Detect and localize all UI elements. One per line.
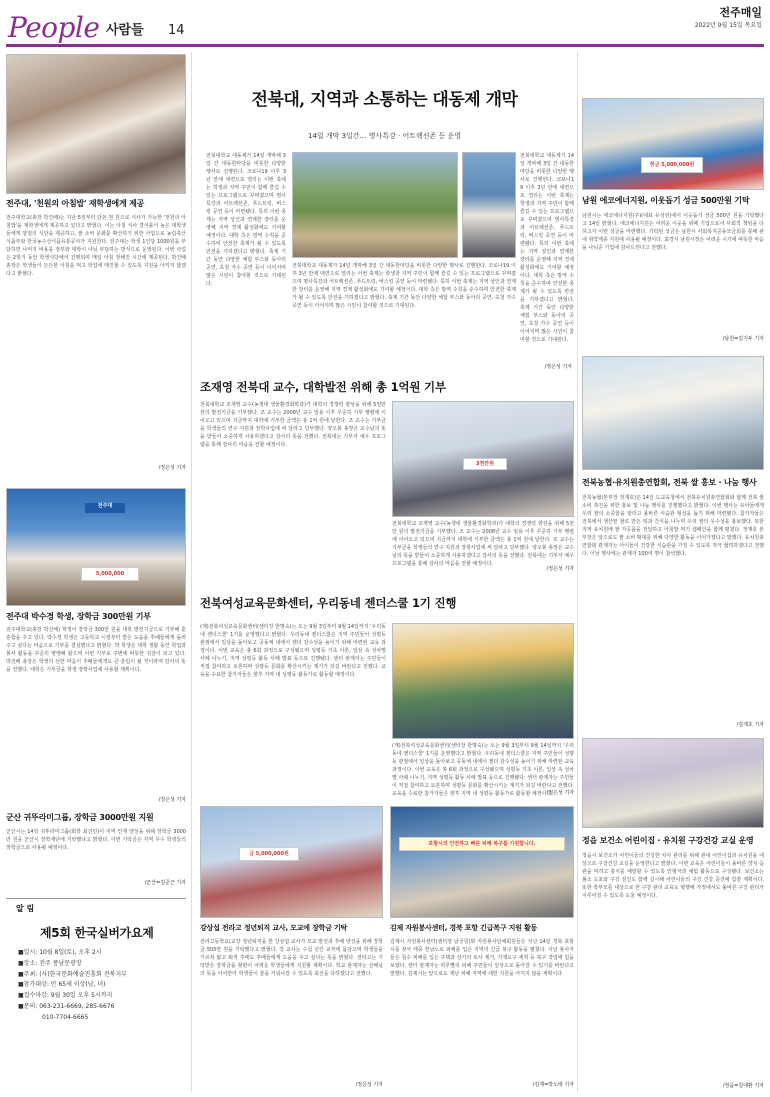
notice-item: ■참가대상: 만 65세 이상(남, 녀)	[18, 981, 106, 989]
notice-item: ■주최: (사)한국문화예술진흥회 전북지부	[18, 970, 127, 978]
kunsan-byline: /군산=김준근 기자	[144, 880, 186, 886]
gangsang-headline: 강상섭 전라고 정년퇴직 교사, 모교에 장학금 기탁	[200, 924, 348, 932]
notice-label: 알 림	[16, 904, 35, 913]
newspaper-name: 전주매일	[719, 6, 762, 19]
nh-headline: 전북농협·유치원총연합회, 전북 쌀 홍보 · 나눔 행사	[582, 478, 757, 487]
column-divider	[191, 52, 192, 1092]
park-photo	[6, 488, 186, 606]
nh-body: 전북농협(본부장 정재호)은 14일 도교육청에서 전북유치원총연합회와 함께 전북 쌀 소비 촉진을 위한 홍보 및 나눔 행사를 진행했다고 밝혔다. 이번 행사는 유아들에게 우리 쌀의 소중함을 알리고 올바른 식습관 형성을 돕기 위해 마련됐다. 참가자들은 전북에서 생산된 쌀로 만든 떡과 간식을 나누며 우리 쌀의 우수성을 홍보했다. 또한 지역 유치원에 쌀 가공품을 전달하고 아침밥 먹기 캠페인을 함께 펼쳤다. 정재호 본부장은 앞으로도 쌀 소비 확대를 위해 다양한 활동을 이어가겠다고 말했다. 유치원총연합회 관계자는 아이들이 건강한 식습관을 가질 수 있도록 적극 협력하겠다고 전했다. 이날 행사에는 관계자 100여 명이 참석했다.	[582, 495, 764, 557]
kimje-photo	[390, 806, 574, 918]
meal-byline: /정은성 기자	[158, 465, 186, 471]
namwon-check-text: 현금 5,000,000원	[641, 157, 703, 173]
gender-body-left: (재)전북여성교육문화센터(센터장 한명숙)는 오는 9월 3일부터 9월 14일까지 '우리동네 젠더스쿨' 1기를 운영했다고 밝혔다. 우리동네 젠더스쿨은 지역 주민들이 성평등 관점에서 일상을 돌아보고 공동체 내에서 젠더 감수성을 높이기 위해 마련된 교육 과정이다. 이번 교육은 총 6회 과정으로 구성됐으며 성평등 기초 이론, 일상 속 성차별 사례 나누기, 지역 성평등 활동 사례 발표 등으로 진행됐다. 센터 관계자는 주민들이 직접 참여하고 토론하며 성평등 문화를 확산시키는 계기가 되길 바란다고 전했다. 교육을 수료한 참가자들은 향후 지역 내 성평등 활동가로 활동할 예정이다.	[200, 624, 386, 678]
meal-body: 전주대학교(총장 박진배)는 지난 5일부터 단돈 천 원으로 식사가 가능한 '천원의 아침밥'을 재학생에게 제공하고 있다고 밝혔다. 이는 아침 식사 결식률이 높은 대학생들에게 양질의 식단을 제공하고, 쌀 소비 문화를 확산하기 위한 사업으로 농림축산식품부와 한국농수산식품유통공사가 지원한다. 전주대는 학생 1인당 1000원을 부담하면 나머지 비용을 정부와 대학이 나눠 부담하는 방식으로 운영된다. 이번 사업은 2학기 동안 학생식당에서 진행되며 매일 아침 정해진 시간에 제공된다. 박진배 총장은 학생들이 든든한 아침을 먹고 학업에 매진할 수 있도록 지원을 아끼지 않겠다고 밝혔다.	[6, 215, 186, 277]
jo-body-left: 전북대학교 조재영 교수(농생대 생물환경화학과)가 대학의 경쟁력 향상을 위해 5천만 원의 발전기금을 기부했다. 조 교수는 2008년 교수 임용 이후 꾸준히 기부 행렬에 이어오고 있으며 지금까지 대학에 기부한 금액은 총 1억 원에 달한다. 조 교수는 기부금을 학생들의 연구 지원과 장학사업에 써 달라고 당부했다. 양오봉 총장은 교수님의 뜻을 받들어 소중하게 사용하겠다고 감사의 뜻을 전했다. 전북대는 기부자 예우 프로그램을 통해 감사의 마음을 전할 예정이다.	[200, 402, 386, 448]
kimje-byline: /김제=박노태 기자	[532, 1082, 574, 1088]
kimje-headline: 김제 자원봉사센터, 경북 포항 긴급복구 지원 활동	[390, 924, 538, 932]
kunsan-headline: 군산 귀뚜라미그룹, 장학금 3000만원 지원	[6, 813, 154, 822]
gender-body-right: (재)전북여성교육문화센터(센터장 한명숙)는 오는 9월 3일부터 9월 14일까지 '우리동네 젠더스쿨' 1기를 운영했다고 밝혔다. 우리동네 젠더스쿨은 지역 주민들이 성평등 관점에서 일상을 돌아보고 공동체 내에서 젠더 감수성을 높이기 위해 마련된 교육 과정이다. 이번 교육은 총 6회 과정으로 구성됐으며 성평등 기초 이론, 일상 속 성차별 사례 나누기, 지역 성평등 활동 사례 발표 등으로 진행됐다. 센터 관계자는 주민들이 직접 참여하고 토론하며 성평등 문화를 확산시키는 계기가 되길 바란다고 전했다. 교육을 수료한 참가자들은 향후 지역 내 성평등 활동가로 활동할 예정이다.	[392, 743, 574, 797]
jo-body-right: 전북대학교 조재영 교수(농생대 생물환경화학과)가 대학의 경쟁력 향상을 위해 5천만 원의 발전기금을 기부했다. 조 교수는 2008년 교수 임용 이후 꾸준히 기부 행렬에 이어오고 있으며 지금까지 대학에 기부한 금액은 총 1억 원에 달한다. 조 교수는 기부금을 학생들의 연구 지원과 장학사업에 써 달라고 당부했다. 양오봉 총장은 교수님의 뜻을 받들어 소중하게 사용하겠다고 감사의 뜻을 전했다. 전북대는 기부자 예우 프로그램을 통해 감사의 마음을 전할 예정이다.	[392, 521, 574, 567]
jo-photo	[392, 401, 574, 517]
jeongeup-body: 정읍시 보건소가 어린이들의 건강한 치아 관리를 위해 관내 어린이집과 유치원을 대상으로 구강건강 교실을 운영한다고 밝혔다. 이번 교육은 어린이들이 올바른 양치 습관을 익히고 충치를 예방할 수 있도록 인형극과 체험 활동으로 구성됐다. 보건소는 불소 도포와 구강 검진도 함께 실시해 어린이들의 구강 건강 증진에 힘쓸 계획이다. 또한 학부모를 대상으로 한 구강 관리 교육도 병행해 가정에서도 올바른 구강 관리가 이루어질 수 있도록 도울 예정이다.	[582, 853, 764, 899]
namwon-headline: 남원 에코에너지원, 이웃돕기 성금 500만원 기탁	[582, 196, 750, 205]
notice-title: 제5회 한국실버가요제	[40, 926, 154, 940]
park-headline: 전주대 박수경 학생, 장학금 300만원 기부	[6, 612, 151, 621]
main-headline: 전북대, 지역과 소통하는 대동제 개막	[251, 90, 518, 110]
header-rule	[6, 44, 764, 47]
page-number: 14	[168, 23, 185, 38]
jo-byline: /정은성 기자	[546, 566, 574, 572]
main-photo-2	[462, 152, 516, 258]
kimje-body: 김제시 자원봉사센터(센터장 남궁원)와 자원봉사단체회원들은 지난 14일 경북 포항시를 찾아 태풍 힌남노로 피해를 입은 지역의 긴급 복구 활동을 펼쳤다. 이날 봉사자들은 침수 피해를 입은 주택과 상가의 토사 제거, 가재도구 세척 등 복구 작업에 힘을 보탰다. 센터 관계자는 하루빨리 피해 주민들이 일상으로 돌아갈 수 있기를 바란다고 말했다. 김제시는 앞으로도 재난 피해 지역에 대한 지원을 아끼지 않을 계획이다.	[390, 939, 574, 977]
meal-photo	[6, 54, 186, 194]
park-banner-text: 전주대	[85, 503, 125, 513]
notice-item: ■장소: 전주 풍남문광장	[18, 959, 82, 967]
notice-item: ■일시: 10월 8일(토), 오후 2시	[18, 949, 102, 956]
namwon-byline: /남원=김기두 기자	[722, 336, 764, 342]
kunsan-body: 군산시는 14일 귀뚜라미그룹(회장 최진민)이 지역 인재 양성을 위해 장학금 3000만 원을 군산시 장학재단에 기탁했다고 밝혔다. 이번 기탁금은 지역 우수 학생들의 장학금으로 사용될 예정이다.	[6, 829, 186, 851]
notice-item: 010-7704-6665	[42, 1013, 89, 1021]
gender-photo	[392, 623, 574, 739]
main-body-col2: 전북대학교 대동제가 14일 개막해 3일 간 대동한마당을 비롯한 다양한 행사로 진행된다. 코로나19 이후 3년 만에 대면으로 열리는 이번 축제는 학생과 지역 주민이 함께 즐길 수 있는 프로그램으로 꾸며졌으며 명사특강과 어트랙션존, 푸드트럭, 버스킹 공연 등이 마련됐다. 특히 이번 축제는 지역 상인과 연계한 장터를 운영해 지역 경제 활성화에도 기여할 예정이다. 대학 측은 방역 수칙을 준수하며 안전한 축제가 될 수 있도록 만전을 기하겠다고 밝혔다. 축제 기간 동안 다양한 체험 부스와 동아리 공연, 초청 가수 공연 등이 이어지며 많은 시민이 참여할 것으로 기대된다.	[292, 263, 516, 309]
gangsang-check-text: 금 5,000,000원	[239, 847, 299, 861]
jo-headline: 조재영 전북대 교수, 대학발전 위해 총 1억원 기부	[200, 380, 446, 394]
gender-headline: 전북여성교육문화센터, 우리동네 젠더스쿨 1기 진행	[200, 596, 457, 610]
notice-item: ■문의: 063-231-6669, 285-6676	[18, 1002, 115, 1010]
gangsang-body: 전라고등학교(교장 정년퇴직을 한 강상섭 교사가 모교 발전과 후배 양성을 위해 장학금 500만 원을 기탁했다고 밝혔다. 강 교사는 수십 년간 교직에 몸담으며 학생들을 가르쳐 왔고 퇴직 후에도 후배들에게 도움을 주고 싶다는 뜻을 밝혔다. 전라고는 기탁받은 장학금을 형편이 어려운 학생들에게 지원할 계획이다. 학교 관계자는 선배님의 뜻을 이어받아 학생들이 꿈을 키워나갈 수 있도록 최선을 다하겠다고 전했다.	[200, 939, 383, 977]
jeongeup-byline: /정읍=김대환 기자	[722, 1083, 764, 1089]
main-photo-1	[292, 152, 458, 258]
nh-byline: /김재호 기자	[736, 722, 764, 728]
main-body-col3: 전북대학교 대동제가 14일 개막해 3일 간 대동한마당을 비롯한 다양한 행사로 진행된다. 코로나19 이후 3년 만에 대면으로 열리는 이번 축제는 학생과 지역 주민이 함께 즐길 수 있는 프로그램으로 꾸며졌으며 명사특강과 어트랙션존, 푸드트럭, 버스킹 공연 등이 마련됐다. 특히 이번 축제는 지역 상인과 연계한 장터를 운영해 지역 경제 활성화에도 기여할 예정이다. 대학 측은 방역 수칙을 준수하며 안전한 축제가 될 수 있도록 만전을 기하겠다고 밝혔다. 축제 기간 동안 다양한 체험 부스와 동아리 공연, 초청 가수 공연 등이 이어지며 많은 시민이 참여할 것으로 기대된다.	[520, 153, 574, 343]
page-header	[8, 6, 328, 44]
notice-rule	[6, 898, 186, 899]
park-body: 전주대학교(총장 박진배) 학생이 장학금 300만 원을 대학 발전기금으로 기부해 훈훈함을 주고 있다. 박수경 학생은 고등학교 시절부터 받은 도움을 후배들에게 돌려주고 싶다는 마음으로 기부를 결심했다고 밝혔다. 박 학생은 대학 생활 동안 학업과 봉사 활동을 꾸준히 병행해 왔으며 이번 기부로 주변에 따뜻한 귀감이 되고 있다. 박진배 총장은 학생의 선한 마음이 후배들에게도 큰 울림이 될 것이라며 감사의 뜻을 전했다. 대학은 기부금을 학생 장학사업에 사용할 계획이다.	[6, 627, 186, 673]
jeongeup-headline: 정읍 보건소 어린이집 · 유치원 구강건강 교실 운영	[582, 836, 754, 845]
jo-check-text: 3천만원	[463, 458, 507, 470]
gender-byline: /정은성 기자	[546, 790, 574, 796]
park-byline: /정은성 기자	[158, 797, 186, 803]
gangsang-photo	[200, 806, 383, 918]
namwon-photo	[582, 98, 764, 190]
section-name: 사람들	[106, 23, 144, 38]
nh-photo	[582, 356, 764, 470]
column-divider	[577, 52, 578, 1092]
issue-date: 2022년 9월 15일 목요일	[694, 22, 762, 29]
kimje-banner-text: 포항시의 안전하고 빠른 피해 복구를 기원합니다.	[399, 837, 565, 851]
gangsang-byline: /정은성 기자	[355, 1082, 383, 1088]
jeongeup-photo	[582, 738, 764, 828]
main-deck: 14일 개막 3일간… 명사특강 · 어트랙션존 등 운영	[307, 132, 462, 140]
section-logo: People	[8, 11, 100, 44]
notice-list	[18, 948, 188, 1088]
meal-headline: 전주대, '천원의 아침밥' 재학생에게 제공	[6, 199, 145, 208]
main-body-col1: 전북대학교 대동제가 14일 개막해 3일 간 대동한마당을 비롯한 다양한 행사로 진행된다. 코로나19 이후 3년 만에 대면으로 열리는 이번 축제는 학생과 지역 주민이 함께 즐길 수 있는 프로그램으로 꾸며졌으며 명사특강과 어트랙션존, 푸드트럭, 버스킹 공연 등이 마련됐다. 특히 이번 축제는 지역 상인과 연계한 장터를 운영해 지역 경제 활성화에도 기여할 예정이다. 대학 측은 방역 수칙을 준수하며 안전한 축제가 될 수 있도록 만전을 기하겠다고 밝혔다. 축제 기간 동안 다양한 체험 부스와 동아리 공연, 초청 가수 공연 등이 이어지며 많은 시민이 참여할 것으로 기대된다.	[206, 153, 286, 287]
park-check-text: 5,000,000	[81, 567, 139, 581]
namwon-body: 남원시는 에코에너지원(주)(대표 유성민)에서 이웃돕기 성금 500만 원을 기탁했다고 14일 밝혔다. 에코에너지원은 어려운 이웃을 위해 기업으로서 사회적 책임을 다하고자 이번 성금을 마련했다. 기탁된 성금은 남원시 사회복지공동모금회를 통해 관내 취약계층 지원에 사용될 예정이다. 최경식 남원시장은 어려운 시기에 따뜻한 마음을 나눠준 기업에 감사드린다고 전했다.	[582, 213, 764, 251]
notice-item: ■접수마감: 9월 30일 오후 5시까지	[18, 992, 113, 1000]
main-byline: /정은성 기자	[544, 364, 572, 370]
